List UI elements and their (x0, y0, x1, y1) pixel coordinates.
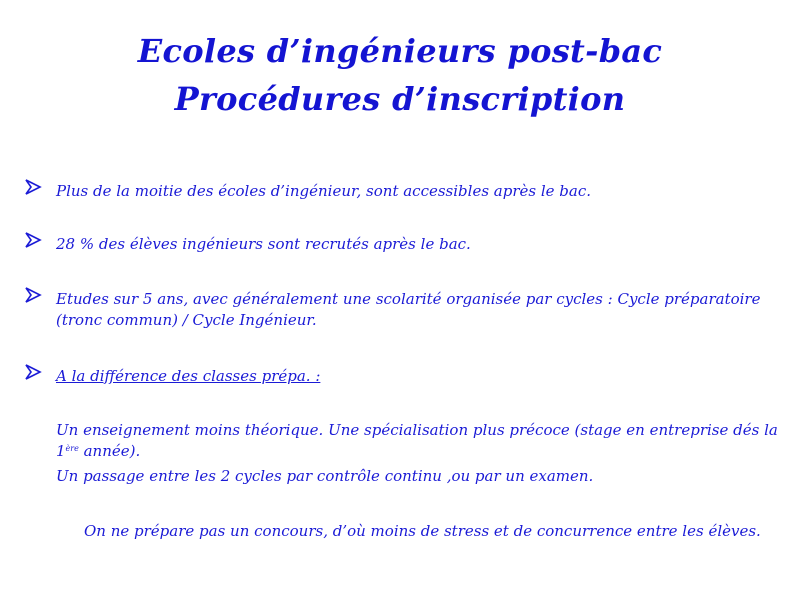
bullet-text-1: Plus de la moitie des écoles d’ingénieur, sont accessibles après le bac. (56, 182, 592, 200)
arrowhead-bullet-icon (24, 231, 42, 249)
conclusion-text: On ne prépare pas un concours, d’où moins de stress et de concurrence entre les élèves. (84, 522, 761, 540)
bullet-text-2: 28 % des élèves ingénieurs sont recrutés après le bac. (56, 235, 471, 253)
detail-paragraph-2: Un passage entre les 2 cycles par contrôle continu ,ou par un examen. (56, 467, 594, 485)
arrowhead-bullet-icon (24, 178, 42, 196)
ordinal-suffix: ère (65, 444, 79, 453)
arrowhead-bullet-icon (24, 363, 42, 381)
bullet-text-3-line-1: Etudes sur 5 ans, avec généralement une scolarité organisée par cycles : Cycle préparatoire (56, 290, 761, 308)
bullet-text-3-line-2: (tronc commun) / Cycle Ingénieur. (56, 311, 317, 329)
ordinal-number: 1 (56, 442, 66, 460)
detail-paragraph-1-line-2 (56, 441, 140, 462)
slide-title-line-2: Procédures d’inscription (174, 80, 626, 118)
slide-title-line-1: Ecoles d’ingénieurs post-bac (137, 32, 663, 70)
arrowhead-bullet-icon (24, 286, 42, 304)
detail-paragraph-1-line-1: Un enseignement moins théorique. Une spécialisation plus précoce (stage en entreprise dés la (56, 421, 778, 439)
detail-paragraph-1-end: année). (78, 442, 141, 460)
bullet-text-4: A la différence des classes prépa. : (56, 367, 321, 385)
